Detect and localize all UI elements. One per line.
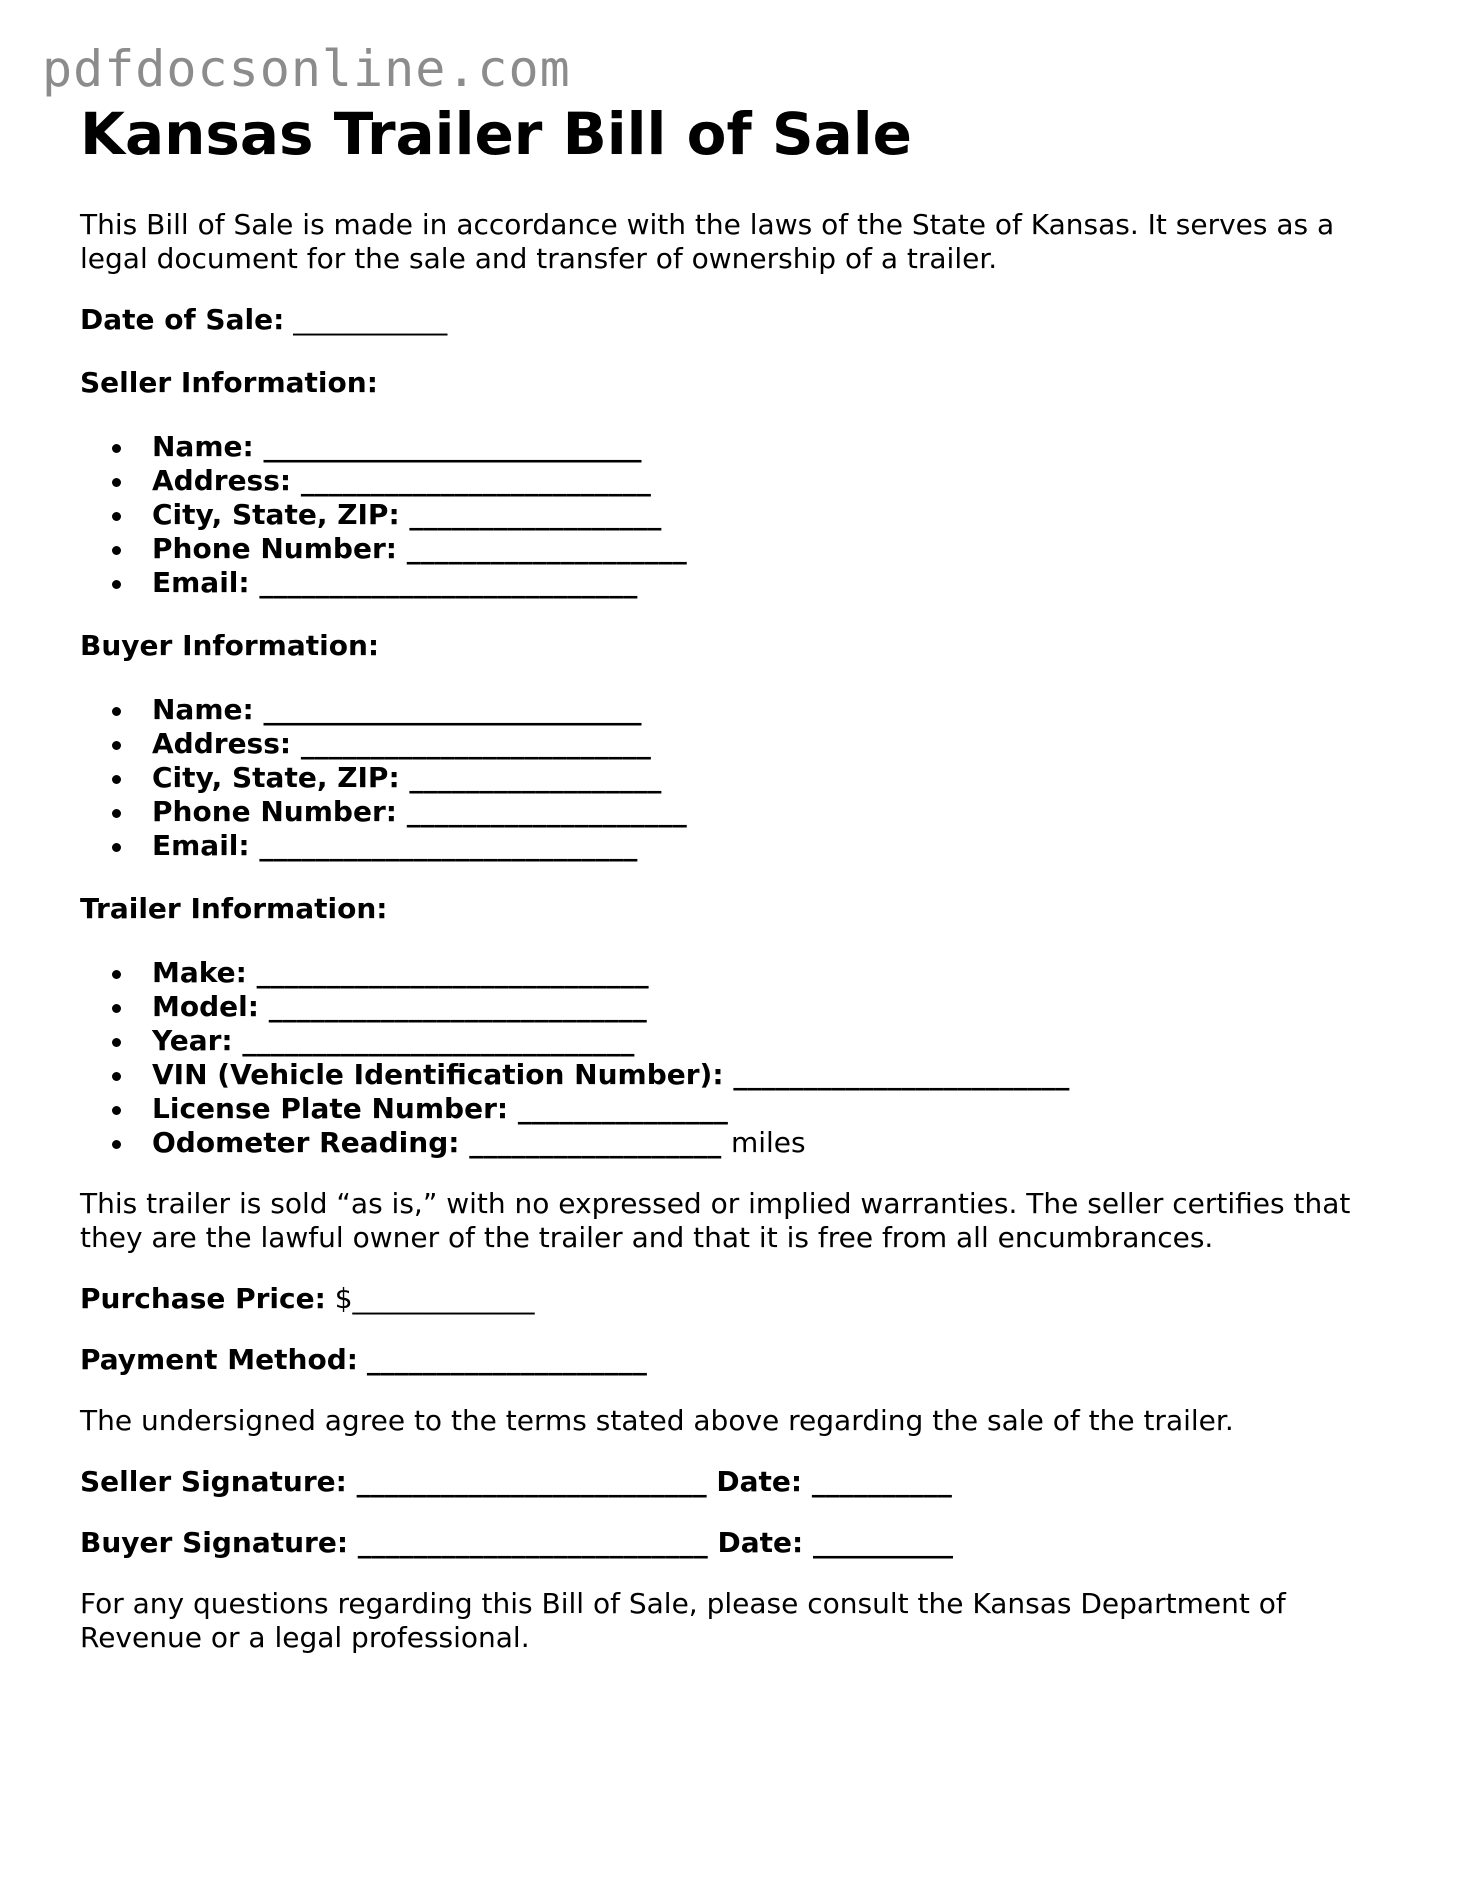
date-of-sale-blank: ___________ [293, 302, 448, 336]
payment-method-blank: ____________________ [366, 1342, 647, 1376]
list-item [152, 795, 1410, 829]
list-item [152, 1024, 1410, 1058]
list-item [152, 532, 1410, 566]
buyer-name-blank: ___________________________ [263, 692, 642, 726]
buyer-date-blank: __________ [813, 1525, 953, 1559]
buyer-address-blank: _________________________ [300, 726, 651, 760]
seller-list [80, 430, 1410, 600]
seller-signature-blank: _________________________ [356, 1464, 707, 1498]
intro-paragraph: This Bill of Sale is made in accordance with the laws of the State of Kansas. It serves as a legal document for the sale and transfer of ownership of a trailer. [80, 207, 1335, 275]
trailer-heading: Trailer Information: [80, 891, 388, 925]
list-item [152, 761, 1410, 795]
purchase-price-field [80, 1282, 1410, 1316]
purchase-price-blank: $_____________ [334, 1281, 535, 1315]
purchase-price-label: Purchase Price: [80, 1281, 326, 1315]
date-of-sale-label: Date of Sale: [80, 302, 285, 336]
trailer-plate-blank: _______________ [517, 1091, 728, 1125]
list-item [152, 498, 1410, 532]
trailer-plate-label: License Plate Number: [152, 1091, 509, 1125]
seller-phone-label: Phone Number: [152, 531, 397, 565]
list-item [152, 829, 1410, 863]
buyer-signature-field [80, 1526, 1410, 1560]
buyer-list [80, 693, 1410, 863]
list-item [152, 430, 1410, 464]
seller-name-blank: ___________________________ [263, 429, 642, 463]
buyer-phone-label: Phone Number: [152, 794, 397, 828]
seller-city-label: City, State, ZIP: [152, 497, 400, 531]
document-body [80, 100, 1410, 1655]
seller-phone-blank: ____________________ [406, 531, 687, 565]
payment-method-label: Payment Method: [80, 1342, 358, 1376]
seller-address-label: Address: [152, 463, 292, 497]
trailer-make-label: Make: [152, 955, 247, 989]
buyer-heading: Buyer Information: [80, 628, 380, 662]
buyer-city-label: City, State, ZIP: [152, 760, 400, 794]
buyer-city-blank: __________________ [409, 760, 662, 794]
trailer-vin-label: VIN (Vehicle Identification Number): [152, 1057, 724, 1091]
seller-city-blank: __________________ [409, 497, 662, 531]
seller-email-label: Email: [152, 565, 250, 599]
trailer-list [80, 956, 1410, 1160]
buyer-signature-label: Buyer Signature: [80, 1525, 349, 1559]
seller-date-blank: __________ [811, 1464, 952, 1498]
list-item [152, 566, 1410, 600]
trailer-odometer-label: Odometer Reading: [152, 1125, 460, 1159]
date-of-sale-field [80, 303, 1410, 337]
trailer-year-label: Year: [152, 1023, 233, 1057]
watermark: pdfdocsonline.com [42, 40, 571, 98]
buyer-email-label: Email: [152, 828, 250, 862]
list-item [152, 464, 1410, 498]
trailer-model-blank: ___________________________ [268, 989, 647, 1023]
list-item [152, 693, 1410, 727]
seller-email-blank: ___________________________ [259, 565, 638, 599]
trailer-year-blank: ____________________________ [242, 1023, 635, 1057]
trailer-make-blank: ____________________________ [256, 955, 649, 989]
buyer-name-label: Name: [152, 692, 254, 726]
as-is-paragraph: This trailer is sold “as is,” with no expressed or implied warranties. The seller certifies that they are the lawful owner of the trailer and that it is free from all encumbrances. [80, 1186, 1351, 1254]
buyer-signature-blank: _________________________ [357, 1525, 708, 1559]
buyer-phone-blank: ____________________ [406, 794, 687, 828]
seller-name-label: Name: [152, 429, 254, 463]
seller-signature-field [80, 1465, 1410, 1499]
closing-paragraph: For any questions regarding this Bill of Sale, please consult the Kansas Department of Revenue or a legal professional. [80, 1586, 1286, 1654]
list-item [152, 1092, 1410, 1126]
list-item [152, 727, 1410, 761]
seller-signature-label: Seller Signature: [80, 1464, 347, 1498]
seller-date-label: Date: [716, 1464, 803, 1498]
trailer-model-label: Model: [152, 989, 259, 1023]
list-item [152, 956, 1410, 990]
seller-address-blank: _________________________ [300, 463, 651, 497]
agreement-paragraph: The undersigned agree to the terms stated above regarding the sale of the trailer. [80, 1403, 1234, 1437]
list-item [152, 1058, 1410, 1092]
payment-method-field [80, 1343, 1410, 1377]
buyer-date-label: Date: [717, 1525, 804, 1559]
list-item [152, 1126, 1410, 1160]
buyer-email-blank: ___________________________ [259, 828, 638, 862]
trailer-odometer-blank: __________________ [469, 1125, 722, 1159]
seller-heading: Seller Information: [80, 365, 378, 399]
buyer-address-label: Address: [152, 726, 292, 760]
trailer-vin-blank: ________________________ [733, 1057, 1070, 1091]
odometer-unit: miles [730, 1125, 806, 1159]
list-item [152, 990, 1410, 1024]
document-title: Kansas Trailer Bill of Sale [80, 100, 913, 168]
